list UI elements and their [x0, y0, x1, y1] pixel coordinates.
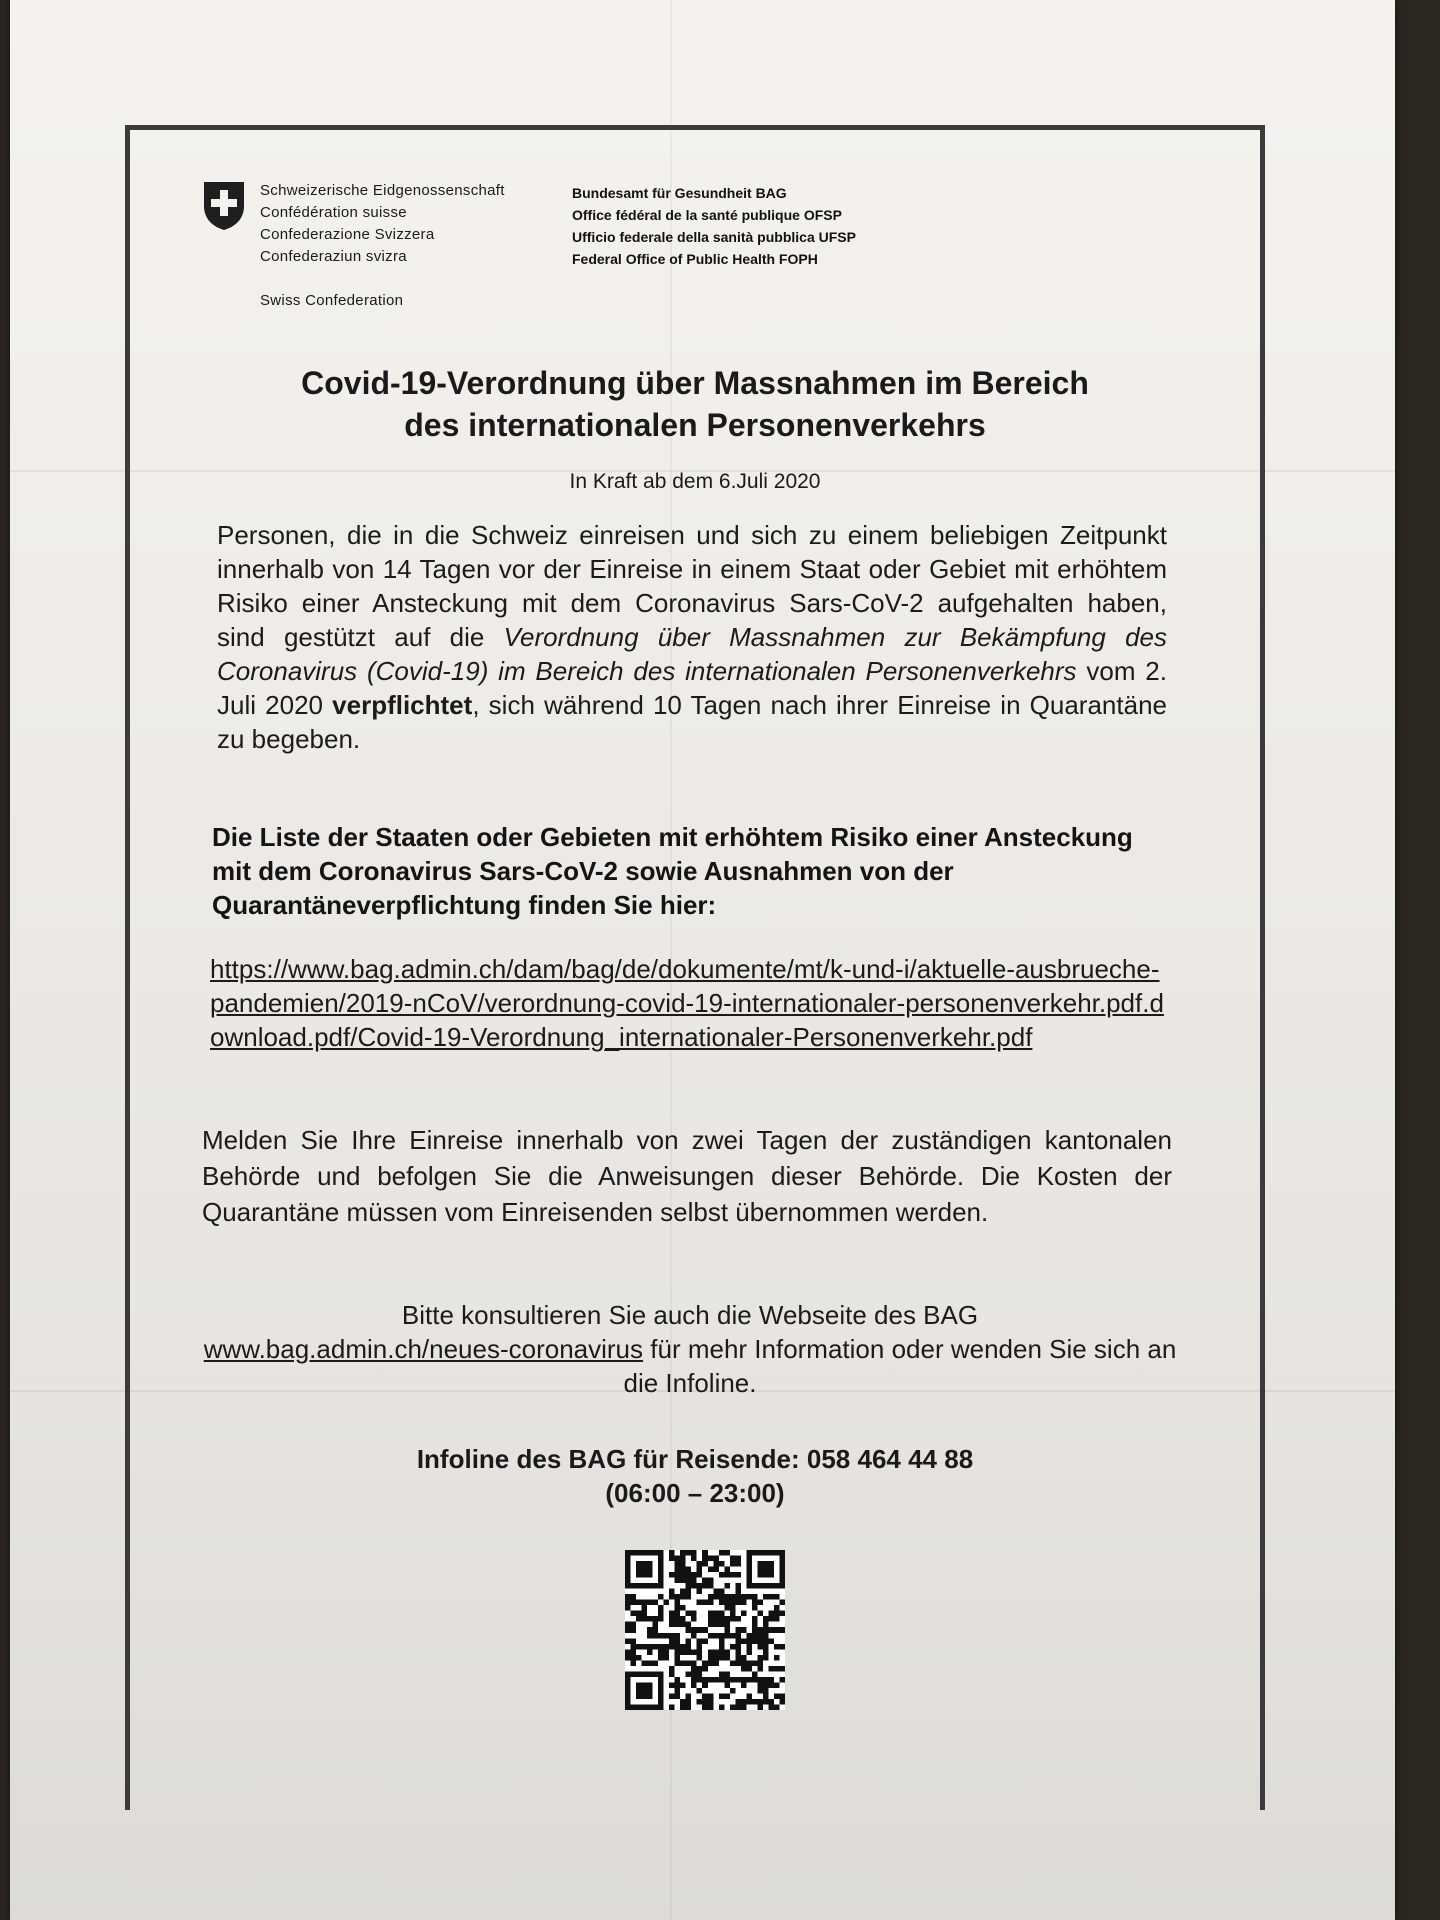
- federation-name-de: Schweizerische Eidgenossenschaft: [260, 182, 505, 199]
- infoline-number: Infoline des BAG für Reisende: 058 464 44 88: [416, 1444, 974, 1474]
- federation-name-fr: Confédération suisse: [260, 204, 407, 221]
- office-name-de: Bundesamt für Gesundheit BAG: [572, 185, 787, 201]
- swiss-confederation-label: Swiss Confederation: [260, 292, 404, 309]
- paragraph-text: vom 2. Juli 2020: [217, 656, 1167, 720]
- infoline-block: [130, 1442, 1260, 1510]
- title-line: Covid-19-Verordnung über Massnahmen im Bereich: [301, 365, 1089, 401]
- office-names: [572, 182, 856, 270]
- paragraph-text: Personen, die in die Schweiz einreisen und sich zu einem beliebigen Zeitpunkt innerhalb von 14 Tagen vor der Einreise in einem Staat oder Gebiet mit erhöhtem Risiko einer Ansteckung mit dem Coronavirus Sars-CoV-2 aufgehalten haben, sind gestützt auf die: [217, 520, 1167, 652]
- office-name-fr: Office fédéral de la santé publique OFSP: [572, 207, 842, 223]
- office-name-en: Federal Office of Public Health FOPH: [572, 251, 818, 267]
- website-intro: Bitte konsultieren Sie auch die Webseite des BAG: [401, 1300, 979, 1330]
- website-paragraph: [190, 1298, 1190, 1400]
- document-frame: [125, 125, 1265, 1810]
- office-name-it: Ufficio federale della sanità pubblica UFSP: [572, 229, 856, 245]
- ordinance-name: Verordnung über Massnahmen zur Bekämpfung des Coronavirus (Covid-19) im Bereich des internationalen Personenverkehrs: [217, 622, 1167, 686]
- paragraph-text: , sich während 10 Tagen nach ihrer Einreise in Quarantäne zu begeben.: [217, 690, 1167, 754]
- quarantine-obligation-paragraph: [217, 518, 1167, 756]
- swiss-cross-shield-icon: [202, 180, 246, 232]
- document-title: [130, 362, 1260, 446]
- risk-list-paragraph: Die Liste der Staaten oder Gebieten mit erhöhtem Risiko einer Ansteckung mit dem Coronavirus Sars-CoV-2 sowie Ausnahmen von der Quarantäneverpflichtung finden Sie hier:: [212, 822, 1133, 920]
- title-line: des internationalen Personenverkehrs: [404, 407, 986, 443]
- obligation-emphasis: verpflichtet: [332, 690, 473, 720]
- federation-names: [260, 180, 505, 268]
- qr-code-icon[interactable]: [625, 1550, 785, 1710]
- ordinance-pdf-link[interactable]: https://www.bag.admin.ch/dam/bag/de/dokumente/mt/k-und-i/aktuelle-ausbrueche-pandemien/2019-nCoV/verordnung-covid-19-internationaler-personenverkehr.pdf.download.pdf/Covid-19-Verordnung_internationaler-Personenverkehr.pdf: [210, 954, 1164, 1052]
- effective-date: In Kraft ab dem 6.Juli 2020: [569, 470, 821, 493]
- bag-website-link[interactable]: www.bag.admin.ch/neues-coronavirus: [203, 1334, 644, 1364]
- website-rest: für mehr Information oder wenden Sie sich an die Infoline.: [623, 1334, 1177, 1398]
- reporting-paragraph: Melden Sie Ihre Einreise innerhalb von zwei Tagen der zuständigen kantonalen Behörde und befolgen Sie die Anweisungen dieser Behörde. Die Kosten der Quarantäne müssen vom Einreisenden selbst übernommen werden.: [202, 1125, 1172, 1227]
- federation-name-rm: Confederaziun svizra: [260, 248, 407, 265]
- printed-notice-sheet: [10, 0, 1395, 1920]
- federation-name-it: Confederazione Svizzera: [260, 226, 435, 243]
- infoline-hours: (06:00 – 23:00): [605, 1478, 785, 1508]
